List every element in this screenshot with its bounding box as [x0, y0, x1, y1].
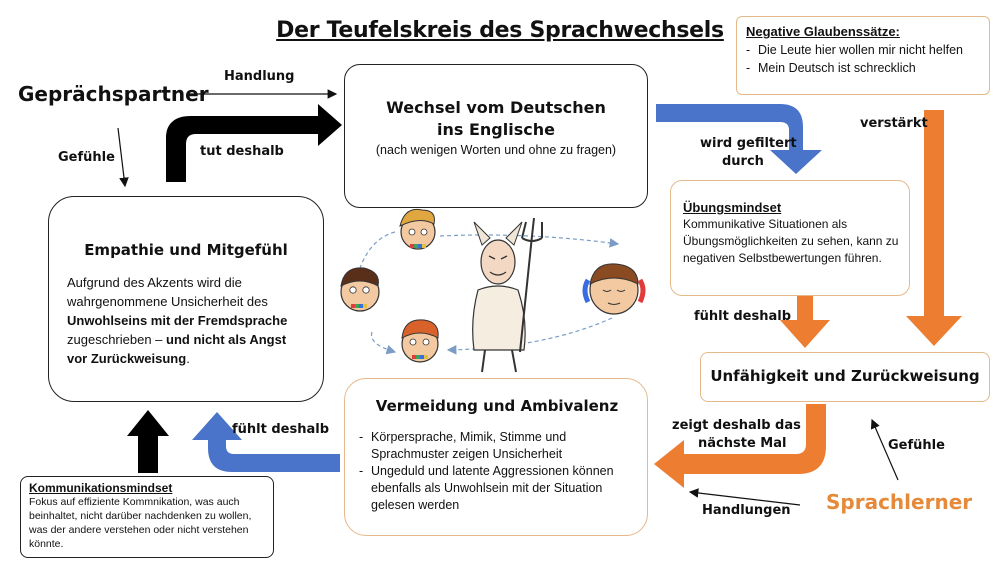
list-item: - Ungeduld und latente Aggressionen können ebenfalls als Unwohlsein mit der Situation gelesen werden	[359, 463, 635, 514]
durch-label: durch	[722, 154, 764, 169]
empathy-box	[48, 196, 324, 402]
gefuehle-left-arrow	[118, 128, 125, 186]
wird-gefiltert-label: wird gefiltert	[700, 136, 797, 151]
learner-label: Sprachlerner	[826, 490, 973, 514]
empathy-text	[67, 273, 305, 368]
empathy-text-bold2: und nicht als Angst vor Zurückweisung	[67, 332, 287, 366]
list-item: - Die Leute hier wollen mir nicht helfen	[746, 41, 980, 59]
practice-mindset-heading: Übungsmindset	[683, 200, 782, 215]
empathy-text-end: .	[186, 351, 190, 366]
calm-face-right-illustration	[585, 264, 643, 314]
negative-beliefs-heading: Negative Glaubenssätze:	[746, 24, 900, 39]
partner-label: Geprächspartner	[18, 82, 209, 106]
communication-mindset-heading: Kommunikationsmindset	[29, 481, 173, 495]
avoidance-box	[344, 378, 648, 536]
language-switch-box	[344, 64, 648, 208]
devil-illustration	[473, 218, 542, 372]
diagram-title: Der Teufelskreis des Sprachwechsels	[276, 18, 724, 43]
communication-mindset-box	[20, 476, 274, 558]
black-up-arrow	[127, 410, 169, 473]
negative-beliefs-list	[746, 41, 980, 77]
avoidance-list	[359, 429, 635, 514]
practice-mindset-box	[670, 180, 910, 296]
empathy-heading: Empathie und Mitgefühl	[84, 241, 288, 259]
fuehlt-deshalb-left-arrow	[192, 412, 340, 472]
gefuehle-left-label: Gefühle	[58, 150, 115, 165]
verstaerkt-arrow	[906, 110, 962, 346]
practice-mindset-text: Kommunikative Situationen als Übungsmöglichkeiten zu sehen, kann zu negativen Selbstbewertungen führen.	[683, 217, 899, 265]
fuehlt-deshalb-right-label: fühlt deshalb	[694, 309, 792, 324]
zeigt-deshalb-label-line2: nächste Mal	[698, 436, 787, 451]
fuehlt-deshalb-left-label: fühlt deshalb	[232, 422, 330, 437]
language-switch-line2: ins Englische	[437, 120, 555, 139]
inability-rejection-text: Unfähigkeit und Zurückweisung	[710, 367, 980, 385]
laughing-face-bottom-illustration	[402, 320, 438, 362]
empathy-text-part2: zugeschrieben –	[67, 332, 163, 347]
language-switch-line1: Wechsel vom Deutschen	[386, 98, 606, 117]
tut-deshalb-label: tut deshalb	[200, 144, 284, 159]
gefuehle-right-label: Gefühle	[888, 438, 945, 453]
avoidance-heading: Vermeidung und Ambivalenz	[375, 397, 619, 415]
negative-beliefs-box	[736, 16, 990, 95]
communication-mindset-text: Fokus auf effiziente Kommnikation, was auch beinhaltet, nicht darüber nachdenken zu wollen, was der andere verstehen oder nicht verstehen könnte.	[29, 496, 252, 550]
list-item: - Körpersprache, Mimik, Stimme und Sprachmuster zeigen Unsicherheit	[359, 429, 635, 463]
list-item: - Mein Deutsch ist schrecklich	[746, 59, 980, 77]
inability-rejection-box	[700, 352, 990, 402]
grinning-face-left-illustration	[341, 268, 379, 311]
empathy-text-bold1: Unwohlseins mit der Fremdsprache	[67, 313, 288, 328]
verstaerkt-label: verstärkt	[860, 116, 928, 131]
empathy-text-part1: Aufgrund des Akzents wird die wahrgenommene Unsicherheit des	[67, 275, 268, 309]
worried-face-top-illustration	[400, 209, 435, 249]
language-switch-subtitle: (nach wenigen Worten und ohne zu fragen)	[375, 143, 617, 157]
zeigt-deshalb-label-line1: zeigt deshalb das	[672, 418, 801, 433]
handlung-label: Handlung	[224, 69, 295, 84]
handlungen-label: Handlungen	[702, 503, 791, 518]
